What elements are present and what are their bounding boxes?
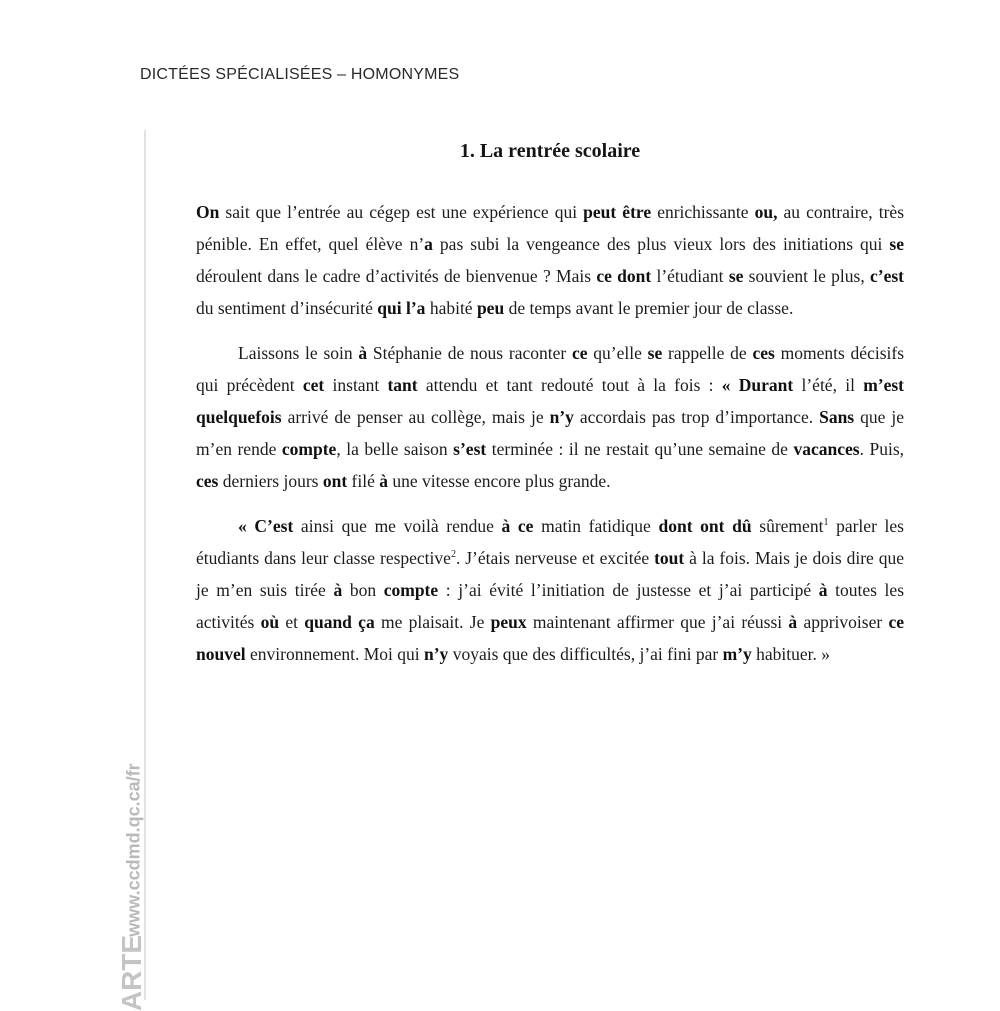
homophone-word: à [333,580,343,600]
text-run: toutes les activités [196,580,904,632]
text-run: déroulent dans le cadre d’activités de bienvenue ? Mais [196,266,597,286]
homophone-word: à [379,471,388,491]
homophone-word: compte [383,580,439,600]
text-run: souvient le plus, [743,266,870,286]
text-run: de temps avant le premier jour de classe. [504,298,794,318]
homophone-word: à [788,612,798,632]
homophone-word: c’est [870,266,905,286]
text-run: sûrement [751,516,824,536]
homophone-word: cet [302,375,325,395]
homophone-word: n’y [424,644,449,664]
text-run: apprivoiser [797,612,889,632]
homophone-word: peux [490,612,527,632]
text-run: arrivé de penser au collège, mais je [281,407,550,427]
text-run: pas subi la vengeance des plus vieux lors des initiations qui [432,234,890,254]
footnote-marker: 1 [823,517,829,528]
text-run: habité [425,298,477,318]
homophone-word: Sans [819,407,855,427]
running-header: DICTÉES SPÉCIALISÉES – HOMONYMES [140,66,460,83]
homophone-word: ce nouvel [196,612,904,664]
text-run: filé [347,471,380,491]
text-run: parler les étudiants dans leur classe respective [196,516,904,568]
side-url: www.ccdmd.qc.ca/fr [123,763,144,937]
text-run: qu’elle [587,343,648,363]
text-run: terminée : il ne restait qu’une semaine de [486,439,794,459]
homophone-word: a [424,234,433,254]
text-run: , la belle saison [336,439,454,459]
text-run: Laissons le soin [238,343,359,363]
homophone-word: se [889,234,904,254]
text-run: bon [342,580,384,600]
footnote-marker: 2 [450,549,456,560]
homophone-word: n’y [549,407,574,427]
homophone-word: à [358,343,368,363]
text-run: instant [324,375,388,395]
text-run: l’étudiant [651,266,729,286]
text-run: habituer. » [751,644,830,664]
homophone-word: peut être [583,202,652,222]
text-run: sait que l’entrée au cégep est une expérience qui [219,202,584,222]
homophone-word: dont ont dû [658,516,752,536]
text-run: que je m’en rende [196,407,904,459]
homophone-word: vacances [793,439,860,459]
homophone-word: On [196,202,220,222]
side-url-container [114,760,154,940]
text-run: au contraire, très pénible. En effet, quel élève n’ [196,202,905,254]
side-brand-container [108,934,156,1011]
homophone-word: « C’est [238,516,294,536]
text-run: ainsi que me voilà rendue [293,516,502,536]
paragraph-3 [196,510,904,670]
homophone-word: qui l’a [377,298,426,318]
text-run: . J’étais nerveuse et excitée [455,548,655,568]
homophone-word: ou, [754,202,778,222]
text-run: du sentiment d’insécurité [196,298,378,318]
text-run: matin fatidique [533,516,659,536]
paragraph-2 [196,337,904,497]
text-run: environnement. Moi qui [245,644,424,664]
homophone-word: ce [571,343,588,363]
homophone-word: ces [196,471,219,491]
text-run: voyais que des difficultés, j’ai fini par [448,644,723,664]
text-run: enrichissante [651,202,755,222]
text-run: et [279,612,305,632]
side-brand: ARTE [116,934,147,1011]
text-run: moments décisifs qui précèdent [196,343,905,395]
homophone-word: m’est quelquefois [196,375,905,427]
homophone-word: quand ça [304,612,375,632]
text-run: l’été, il [793,375,864,395]
homophone-word: peu [476,298,505,318]
text-run: Stéphanie de nous raconter [367,343,572,363]
text-run: : j’ai évité l’initiation de justesse et j’ai participé [438,580,819,600]
homophone-word: m’y [722,644,752,664]
dictation-text [196,196,904,683]
homophone-word: se [647,343,663,363]
homophone-word: compte [281,439,337,459]
text-run: . Puis, [859,439,905,459]
homophone-word: ces [752,343,775,363]
page-title: 1. La rentrée scolaire [459,140,641,162]
homophone-word: où [260,612,280,632]
text-run: une vitesse encore plus grande. [388,471,611,491]
homophone-word: « Durant [721,375,794,395]
homophone-word: à [818,580,828,600]
text-run: me plaisait. Je [374,612,491,632]
text-run: accordais pas trop d’importance. [573,407,820,427]
text-run: rappelle de [662,343,753,363]
paragraph-1 [196,196,904,324]
homophone-word: tout [654,548,685,568]
homophone-word: à ce [501,516,534,536]
text-run: derniers jours [218,471,323,491]
homophone-word: se [728,266,744,286]
text-run: à la fois. Mais je dois dire que je m’en suis tirée [196,548,904,600]
text-run: maintenant affirmer que j’ai réussi [526,612,789,632]
homophone-word: s’est [453,439,487,459]
homophone-word: tant [387,375,418,395]
text-run: attendu et tant redouté tout à la fois : [417,375,722,395]
homophone-word: ce dont [596,266,652,286]
homophone-word: ont [322,471,348,491]
